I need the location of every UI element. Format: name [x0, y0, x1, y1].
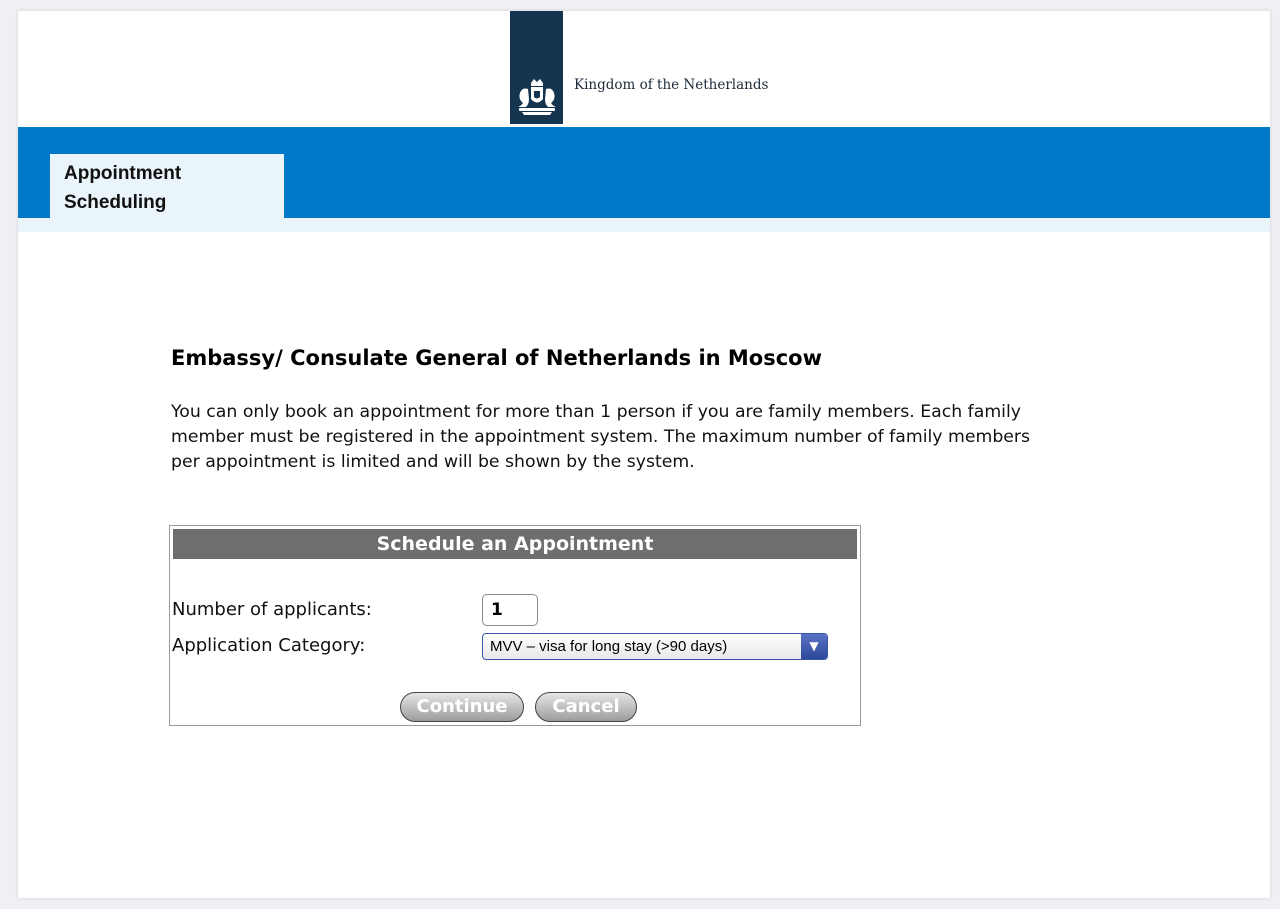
logo-wordmark: Kingdom of the Netherlands [574, 77, 769, 93]
page-title: Embassy/ Consulate General of Netherlands in Moscow [171, 346, 823, 370]
app-title-line2: Scheduling [64, 192, 167, 213]
header-underline-band [18, 218, 1270, 232]
applicants-input[interactable] [482, 594, 538, 626]
app-title-tab [50, 154, 284, 218]
applicants-label: Number of applicants: [172, 599, 372, 620]
app-title-line1: Appointment [64, 163, 182, 184]
schedule-appointment-form [169, 525, 861, 726]
continue-button[interactable]: Continue [400, 692, 524, 722]
royal-coat-of-arms-icon [514, 77, 560, 117]
page-container [18, 11, 1270, 898]
category-label: Application Category: [172, 635, 366, 656]
intro-text: You can only book an appointment for more than 1 person if you are family members. Each family member must be registered in the appointment system. The maximum number of family members per appointment is limited and will be shown by the system. [171, 402, 1031, 472]
form-title: Schedule an Appointment [173, 529, 857, 559]
category-selected-value: MVV – visa for long stay (>90 days) [490, 638, 728, 655]
cancel-button[interactable]: Cancel [535, 692, 637, 722]
government-logo [510, 11, 563, 124]
chevron-down-icon[interactable]: ▼ [801, 634, 827, 659]
category-select[interactable] [482, 633, 828, 660]
